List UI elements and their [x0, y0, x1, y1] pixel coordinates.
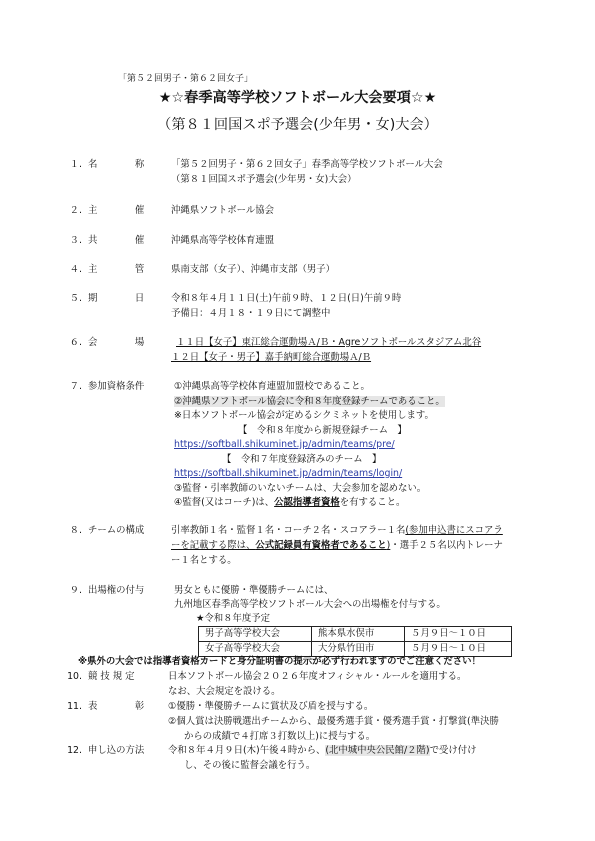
registration-link-existing[interactable]: https://softball.shikuminet.jp/admin/teams/login/ — [174, 468, 403, 479]
table-cell: ５月９日～１０日 — [405, 642, 512, 657]
text-fragment: ・選手２５名以内トレーナ — [390, 540, 503, 551]
text-fragment: ④監督(又はコーチ)は、 — [174, 497, 275, 508]
section-label-awards: 表 彰 — [88, 701, 145, 712]
table-cell: ５月９日～１０日 — [405, 627, 512, 642]
section-label-qualification: 出場権の付与 — [88, 585, 145, 596]
section-number: ３. — [69, 235, 82, 246]
section-text: 予備日：４月１８・１９日にて調整中 — [171, 308, 331, 319]
emphasized-text: 公認指導者資格 — [274, 497, 340, 508]
text-fragment: ) — [386, 540, 391, 551]
section-text: 沖縄県高等学校体育連盟 — [171, 235, 275, 246]
section-text: し、その後に監督会議を行う。 — [184, 760, 316, 771]
venue-line: １２日【女子・男子】嘉手納町総合運動場Ａ/Ｂ — [171, 352, 372, 363]
section-label-venue: 会 場 — [88, 337, 145, 348]
section-number: ５. — [69, 293, 82, 304]
section-text — [171, 524, 503, 539]
section-text: ①沖縄県高等学校体育連盟加盟校であること。 — [174, 381, 370, 392]
text-fragment: 令和８年４月９日(木)午後４時から、 — [168, 745, 326, 756]
table-row — [199, 627, 512, 642]
section-label-application: 申し込の方法 — [88, 745, 145, 756]
table-cell: 熊本県水俣市 — [312, 627, 405, 642]
section-number: ６. — [69, 337, 82, 348]
section-text: ①優勝・準優勝チームに賞状及び盾を授与する。 — [168, 701, 374, 712]
page-title: ★☆春季高等学校ソフトボール大会要項☆★ — [158, 90, 437, 106]
tournament-table — [198, 626, 512, 657]
registration-link-new[interactable]: https://softball.shikuminet.jp/admin/teams/pre/ — [174, 439, 395, 450]
section-number: 11. — [67, 701, 82, 712]
table-cell: 大分県竹田市 — [312, 642, 405, 657]
section-text: 令和８年４月１１日(土)午前９時、１２日(日)午前９時 — [171, 293, 402, 304]
section-text: （第８１回国スポ予選会(少年男・女)大会） — [171, 174, 357, 185]
section-label-rules: 競 技 規 定 — [88, 671, 135, 682]
section-label-name: 名 称 — [88, 159, 145, 170]
section-number: ８. — [69, 525, 82, 536]
highlighted-text: ②沖縄県ソフトボール協会に令和８年度登録チームであること。 — [174, 396, 445, 407]
section-number: 10. — [67, 671, 82, 682]
emphasized-text: 公式記録員有資格者であること — [255, 540, 387, 551]
section-text: なお、大会規定を設ける。 — [168, 686, 281, 697]
page-subtitle: （第８１回国スポ予選会(少年男・女)大会） — [157, 117, 438, 133]
text-fragment: (参加申込書にスコアラ — [405, 525, 503, 536]
section-text: ー１名とする。 — [171, 555, 237, 566]
section-label-organizer: 主 催 — [88, 205, 145, 216]
text-fragment: を有すること。 — [339, 497, 406, 508]
section-number: ２. — [69, 205, 82, 216]
section-text: 沖縄県ソフトボール協会 — [171, 205, 274, 216]
table-cell: 男子高等学校大会 — [199, 627, 312, 642]
section-text: 【 令和８年度から新規登録チーム 】 — [238, 425, 407, 436]
section-label-cosponsor: 共 催 — [88, 235, 145, 246]
section-label-management: 主 管 — [88, 264, 145, 275]
section-text: 男女ともに優勝・準優勝チームには、 — [174, 585, 334, 596]
section-text: 「第５２回男子・第６２回女子」春季高等学校ソフトボール大会 — [171, 159, 443, 170]
section-text: ※日本ソフトボール協会が定めるシクミネットを使用します。 — [174, 410, 434, 421]
highlighted-text: (北中城中央公民館/２階) — [325, 745, 430, 756]
section-number: １. — [69, 159, 82, 170]
section-text: ②個人賞は決勝戦選出チームから、最優秀選手賞・優秀選手賞・打撃賞(準決勝 — [168, 716, 499, 727]
section-text — [174, 496, 405, 511]
text-fragment: 引率教師１名・監督１名・コーチ２名・スコアラー１名 — [171, 525, 406, 536]
warning-note: ※県外の大会では指導者資格カードと身分証明書の提示が必ず行われますのでご注意ください！ — [78, 656, 481, 667]
section-number: ７. — [69, 381, 82, 392]
section-number: ９. — [69, 585, 82, 596]
section-number: 12. — [67, 745, 82, 756]
section-text: ③監督・引率教師のいないチームは、大会参加を認めない。 — [174, 483, 427, 494]
section-text — [168, 744, 476, 759]
section-text — [174, 395, 445, 410]
section-text: 日本ソフトボール協会２０２６年度オフィシャル・ルールを適用する。 — [168, 671, 467, 682]
section-label-eligibility: 参加資格条件 — [88, 381, 145, 392]
venue-line: １１日【女子】東江総合運動場Ａ/Ｂ・Agreソフトボールスタジアム北谷 — [176, 337, 482, 348]
section-label-team: チームの構成 — [88, 525, 145, 536]
section-text: 県南支部（女子）、沖縄市支部（男子） — [171, 264, 336, 275]
text-fragment: ーを記載する際は、 — [171, 540, 256, 551]
table-cell: 女子高等学校大会 — [199, 642, 312, 657]
section-label-date: 期 日 — [88, 293, 145, 304]
pre-title: 「第５２回男子・第６２回女子」 — [118, 74, 254, 84]
section-text — [171, 539, 503, 554]
section-text: からの成績で４打席３打数以上)に授与する。 — [184, 731, 376, 742]
text-fragment: で受け付け — [429, 745, 477, 756]
section-text: 九州地区春季高等学校ソフトボール大会への出場権を付与する。 — [174, 599, 446, 610]
section-text: 【 令和７年度登録済みのチーム 】 — [222, 454, 382, 465]
section-number: ４. — [69, 264, 82, 275]
table-caption: ★令和８年度予定 — [196, 613, 271, 624]
